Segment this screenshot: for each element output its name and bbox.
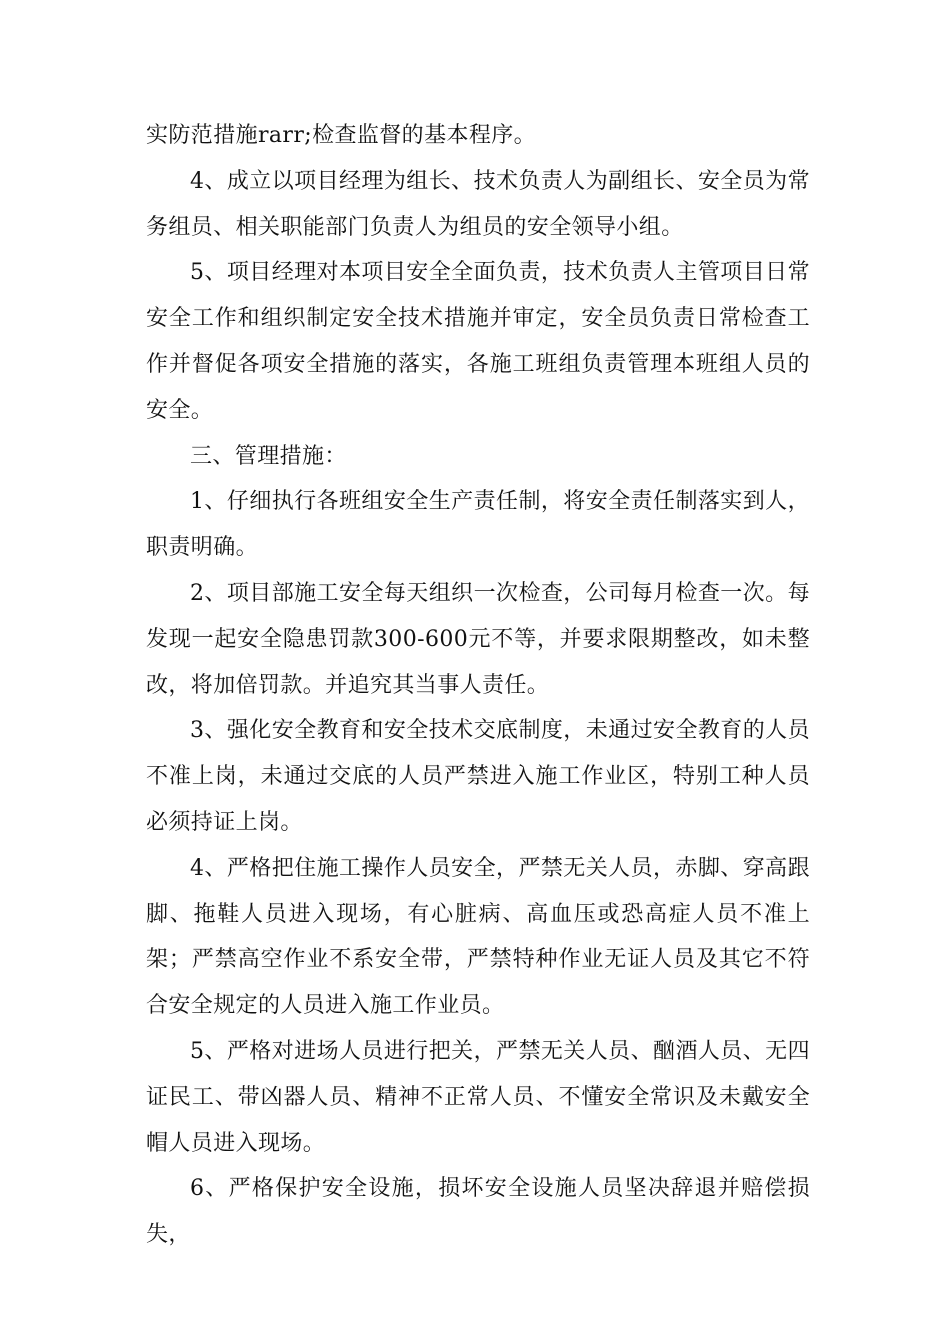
section-heading-management-measures: 三、管理措施：: [190, 443, 347, 469]
paragraph-measure-6: 6、严格保护安全设施，损坏安全设施人员坚决辞退并赔偿损失，: [146, 1176, 810, 1248]
paragraph-item-4-leadership-group: 4、成立以项目经理为组长、技术负责人为副组长、安全员为常务组员、相关职能部门负责人为组员的安全领导小组。: [146, 168, 810, 240]
paragraph-measure-1: 1、仔细执行各班组安全生产责任制，将安全责任制落实到人，职责明确。: [146, 489, 810, 561]
document-body: [146, 113, 810, 1258]
paragraph-measure-5: 5、严格对进场人员进行把关，严禁无关人员、酗酒人员、无四证民工、带凶器人员、精神不正常人员、不懂安全常识及未戴安全帽人员进入现场。: [146, 1038, 810, 1156]
paragraph-item-5-responsibilities: 5、项目经理对本项目安全全面负责，技术负责人主管项目日常安全工作和组织制定安全技术措施并审定，安全员负责日常检查工作并督促各项安全措施的落实，各施工班组负责管理本班组人员的安全。: [146, 260, 810, 423]
paragraph-measure-3: 3、强化安全教育和安全技术交底制度，未通过安全教育的人员不准上岗，未通过交底的人员严禁进入施工作业区，特别工种人员必须持证上岗。: [146, 718, 810, 835]
paragraph-measure-4: 4、严格把住施工操作人员安全，严禁无关人员，赤脚、穿高跟脚、拖鞋人员进入现场，有心脏病、高血压或恐高症人员不准上架；严禁高空作业不系安全带，严禁特种作业无证人员及其它不符合安全规定的人员进入施工作业员。: [146, 855, 810, 1019]
paragraph-measure-2: 2、项目部施工安全每天组织一次检查，公司每月检查一次。每发现一起安全隐患罚款300-600元不等，并要求限期整改，如未整改，将加倍罚款。并追究其当事人责任。: [146, 580, 810, 698]
paragraph-continuation: 实防范措施rarr;检查监督的基本程序。: [146, 123, 537, 148]
